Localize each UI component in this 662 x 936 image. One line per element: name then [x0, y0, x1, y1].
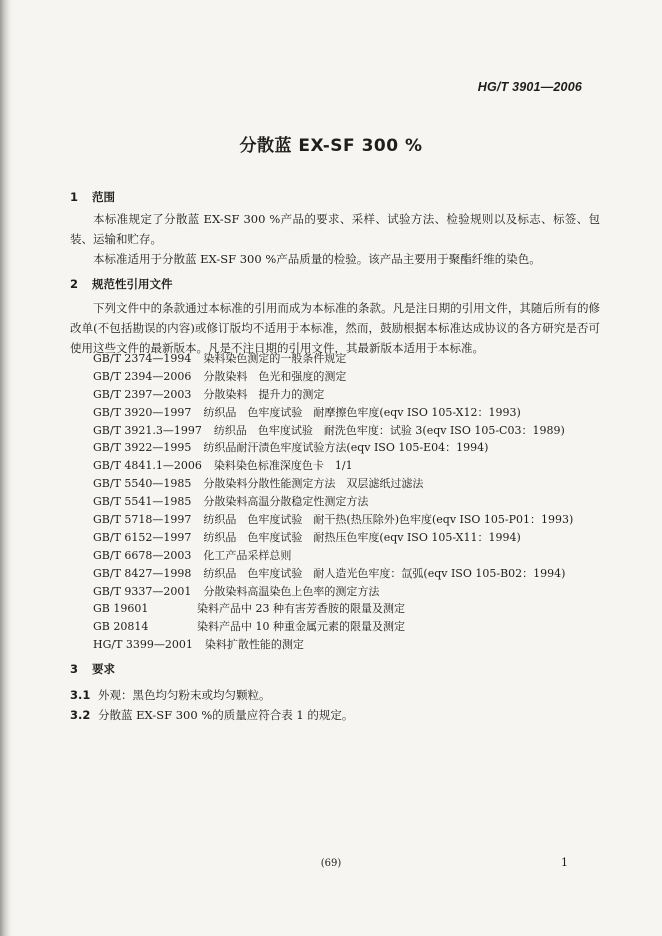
reference-list: [93, 350, 573, 654]
reference-item: [93, 493, 573, 511]
reference-code: GB/T 6152—1997: [93, 530, 192, 544]
reference-code: GB/T 3922—1995: [93, 441, 192, 455]
reference-item: [93, 404, 573, 422]
reference-code: GB/T 3921.3—1997: [93, 423, 202, 437]
reference-title: 纺织品耐汗渍色牢度试验方法(eqv ISO 105-E04：1994): [203, 441, 489, 455]
reference-code: GB/T 2397—2003: [93, 387, 192, 401]
section-title: 规范性引用文件: [92, 277, 173, 291]
reference-code: GB/T 3920—1997: [93, 405, 192, 419]
reference-code: GB 19601: [93, 602, 149, 616]
reference-code: HG/T 3399—2001: [93, 638, 193, 652]
requirement-item: [70, 707, 353, 723]
scope-paragraph-1: 本标准规定了分散蓝 EX-SF 300 %产品的要求、采样、试验方法、检验规则以及标志、标签、包装、运输和贮存。: [70, 212, 600, 246]
reference-title: 分散染料高温分散稳定性测定方法: [203, 495, 369, 509]
reference-item: [93, 636, 573, 654]
reference-code: GB/T 5540—1985: [93, 477, 192, 491]
reference-title: 纺织品 色牢度试验 耐热压色牢度(eqv ISO 105-X11：1994): [203, 530, 521, 544]
reference-title: 纺织品 色牢度试验 耐洗色牢度：试验 3(eqv ISO 105-C03：1989): [213, 423, 565, 437]
reference-title: 分散染料分散性能测定方法 双层滤纸过滤法: [203, 477, 424, 491]
refs-intro-paragraph: 下列文件中的条款通过本标准的引用而成为本标准的条款。凡是注日期的引用文件，其随后所有的修改单(不包括勘误的内容)或修订版均不适用于本标准，然而，鼓励根据本标准达成协议的各方研究是否可使用这些文件的最新版本。凡是不注日期的引用文件，其最新版本适用于本标准。: [70, 301, 600, 355]
reference-title: 纺织品 色牢度试验 耐干热(热压除外)色牢度(eqv ISO 105-P01：1993): [203, 513, 574, 527]
page-number: 1: [561, 856, 568, 869]
reference-code: GB/T 4841.1—2006: [93, 459, 202, 473]
document-title: 分散蓝 EX-SF 300 %: [239, 136, 423, 156]
reference-title: 分散染料 色光和强度的测定: [203, 369, 347, 383]
reference-item: [93, 583, 573, 601]
requirement-number: 3.1: [70, 688, 91, 702]
reference-title: 纺织品 色牢度试验 耐人造光色牢度：氙弧(eqv ISO 105-B02：1994): [203, 566, 566, 580]
scope-paragraph-2: 本标准适用于分散蓝 EX-SF 300 %产品质量的检验。该产品主要用于聚酯纤维的染色。: [93, 252, 541, 266]
reference-title: 染料染色测定的一般条件规定: [203, 352, 347, 365]
section-number: 1: [70, 190, 79, 204]
reference-code: GB/T 8427—1998: [93, 566, 192, 580]
reference-item: [93, 422, 573, 440]
reference-code: GB/T 6678—2003: [93, 548, 192, 562]
reference-code: GB/T 9337—2001: [93, 584, 192, 598]
requirement-text: 外观：黑色均匀粉末或均匀颗粒。: [98, 688, 271, 702]
section-number: 2: [70, 277, 79, 291]
requirement-text: 分散蓝 EX-SF 300 %的质量应符合表 1 的规定。: [98, 708, 354, 722]
reference-item: [93, 618, 573, 636]
standard-code: HG/T 3901—2006: [477, 80, 582, 94]
reference-item: [93, 547, 573, 565]
section-number: 3: [70, 662, 79, 676]
reference-code: GB/T 2394—2006: [93, 369, 192, 383]
reference-code: GB 20814: [93, 620, 149, 634]
reference-item: [93, 529, 573, 547]
section-1-heading: [70, 189, 115, 205]
reference-title: 纺织品 色牢度试验 耐摩擦色牢度(eqv ISO 105-X12：1993): [203, 405, 521, 419]
section-title: 要求: [92, 662, 115, 676]
reference-item: [93, 350, 573, 368]
reference-title: 化工产品采样总则: [203, 548, 292, 562]
reference-item: [93, 565, 573, 583]
reference-code: GB/T 5718—1997: [93, 513, 192, 527]
reference-item: [93, 439, 573, 457]
reference-item: [93, 386, 573, 404]
reference-code: GB/T 5541—1985: [93, 495, 192, 509]
reference-title: 染料扩散性能的测定: [204, 638, 304, 652]
reference-title: 染料产品中 10 种重金属元素的限量及测定: [197, 620, 405, 634]
reference-title: 分散染料高温染色上色率的测定方法: [203, 584, 380, 598]
reference-title: 染料产品中 23 种有害芳香胺的限量及测定: [197, 602, 405, 616]
reference-item: [93, 511, 573, 529]
section-title: 范围: [92, 190, 115, 204]
folio-number: (69): [320, 858, 342, 869]
reference-item: [93, 457, 573, 475]
reference-title: 染料染色标准深度色卡 1/1: [213, 459, 353, 473]
reference-title: 分散染料 提升力的测定: [203, 387, 325, 401]
reference-item: [93, 600, 573, 618]
requirement-number: 3.2: [70, 708, 91, 722]
requirement-item: [70, 687, 271, 703]
section-3-heading: [70, 661, 115, 677]
section-2-heading: [70, 276, 173, 292]
reference-code: GB/T 2374—1994: [93, 352, 192, 365]
reference-item: [93, 368, 573, 386]
reference-item: [93, 475, 573, 493]
